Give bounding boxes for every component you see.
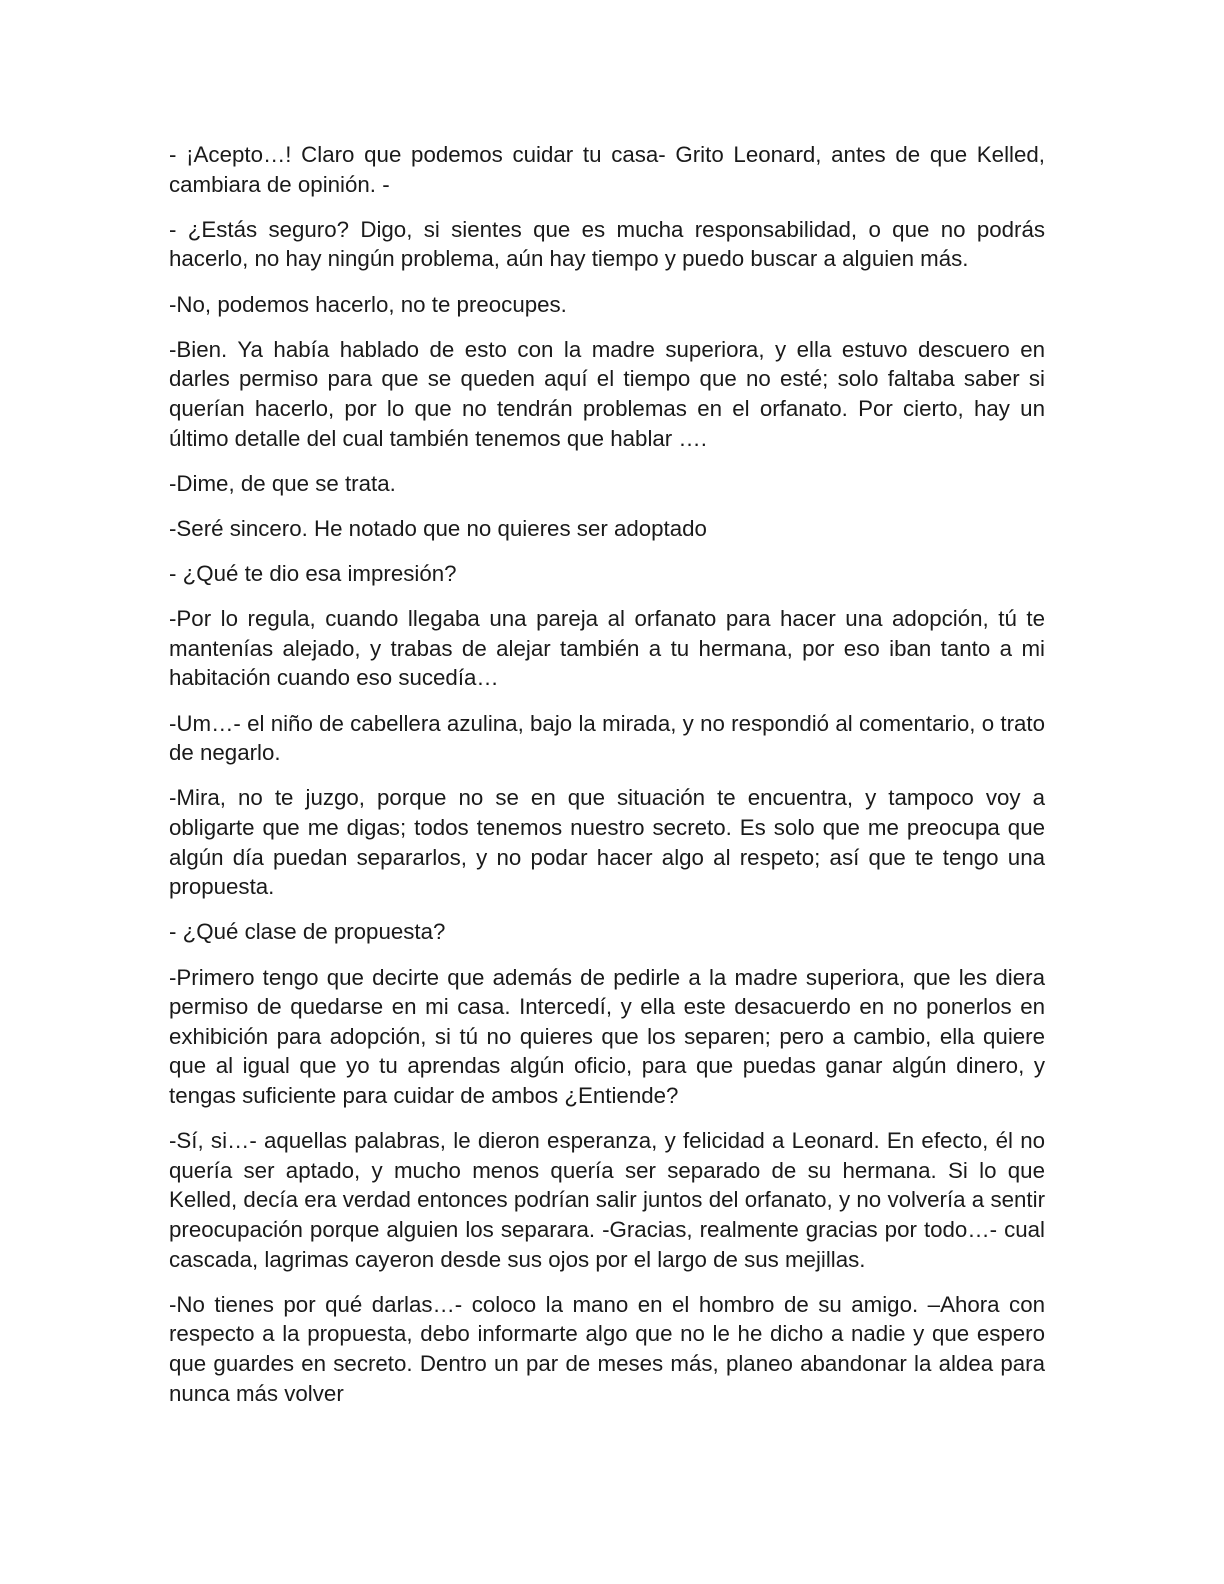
document-page	[169, 140, 1045, 1424]
paragraph: -Mira, no te juzgo, porque no se en que situación te encuentra, y tampoco voy a obligarte que me digas; todos tenemos nuestro secreto. Es solo que me preocupa que algún día puedan separarlos, y no podar hacer algo al respeto; así que te tengo una propuesta.	[169, 785, 1045, 900]
paragraph: -Dime, de que se trata.	[169, 470, 396, 496]
paragraph: -Sí, si…- aquellas palabras, le dieron esperanza, y felicidad a Leonard. En efecto, él no quería ser aptado, y mucho menos quería ser separado de su hermana. Si lo que Kelled, decía era verdad entonces podrían salir juntos del orfanato, y no volvería a sentir preocupación porque alguien los separara. -Gracias, realmente gracias por todo…- cual cascada, lagrimas cayeron desde sus ojos por el largo de sus mejillas.	[169, 1128, 1045, 1272]
paragraph: -No, podemos hacerlo, no te preocupes.	[169, 291, 567, 317]
paragraph: - ¿Qué clase de propuesta?	[169, 919, 446, 945]
paragraph: -Seré sincero. He notado que no quieres ser adoptado	[169, 515, 707, 541]
paragraph: -Primero tengo que decirte que además de pedirle a la madre superiora, que les diera permiso de quedarse en mi casa. Intercedí, y ella este desacuerdo en no ponerlos en exhibición para adopción, si tú no quieres que los separen; pero a cambio, ella quiere que al igual que yo tu aprendas algún oficio, para que puedas ganar algún dinero, y tengas suficiente para cuidar de ambos ¿Entiende?	[169, 964, 1045, 1108]
paragraph: -Um…- el niño de cabellera azulina, bajo la mirada, y no respondió al comentario, o trato de negarlo.	[169, 710, 1045, 766]
paragraph: - ¡Acepto…! Claro que podemos cuidar tu casa- Grito Leonard, antes de que Kelled, cambiara de opinión. -	[169, 142, 1045, 197]
paragraph: - ¿Qué te dio esa impresión?	[169, 561, 457, 587]
paragraph: - ¿Estás seguro? Digo, si sientes que es mucha responsabilidad, o que no podrás hacerlo, no hay ningún problema, aún hay tiempo y puedo buscar a alguien más.	[169, 216, 1045, 272]
paragraph: -Bien. Ya había hablado de esto con la madre superiora, y ella estuvo descuero en darles permiso para que se queden aquí el tiempo que no esté; solo faltaba saber si querían hacerlo, por lo que no tendrán problemas en el orfanato. Por cierto, hay un último detalle del cual también tenemos que hablar ….	[169, 336, 1045, 451]
paragraph: -Por lo regula, cuando llegaba una pareja al orfanato para hacer una adopción, tú te mantenías alejado, y trabas de alejar también a tu hermana, por eso iban tanto a mi habitación cuando eso sucedía…	[169, 606, 1045, 691]
paragraph: -No tienes por qué darlas…- coloco la mano en el hombro de su amigo. –Ahora con respecto a la propuesta, debo informarte algo que no le he dicho a nadie y que espero que guardes en secreto. Dentro un par de meses más, planeo abandonar la aldea para nunca más volver	[169, 1291, 1045, 1406]
